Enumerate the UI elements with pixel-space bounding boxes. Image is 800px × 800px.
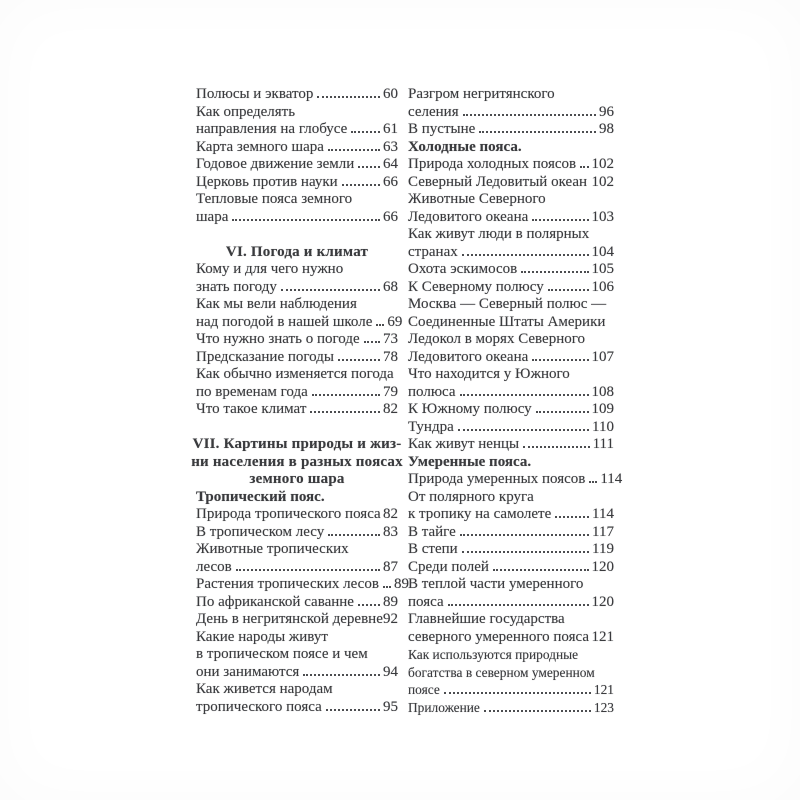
toc-entry [196,664,398,682]
entry-title: Карта земного шара [196,138,324,155]
toc-entry [196,629,398,647]
entry-title: Тундра [408,418,454,435]
toc-entry [408,226,614,244]
dot-leader [462,254,589,256]
entry-title: в тропическом поясе и чем [196,646,368,662]
entry-title: поясе [408,682,440,697]
toc-entry [196,524,398,542]
toc-section-heading [191,453,403,472]
dot-leader [281,289,380,291]
dot-leader [548,289,589,291]
toc-entry [196,366,398,384]
entry-title: Среди полей [408,558,489,575]
entry-title: Главнейшие государства [408,611,565,627]
entry-title: Холодные пояса. [408,138,522,155]
toc-entry [408,559,614,577]
entry-title: В тропическом лесу [196,523,325,540]
entry-title: Москва — Северный полюс — [408,296,607,312]
toc-entry [196,576,409,594]
entry-title: От полярного круга [408,488,534,505]
dot-leader [232,219,380,221]
entry-title: Как живут люди в полярных [408,226,590,242]
toc-entry [408,436,614,454]
toc-entry [196,611,398,629]
dot-leader [523,446,590,448]
entry-title: Как живут ненцы [408,436,520,452]
page-number: 66 [383,208,398,225]
toc-gap [196,419,398,437]
dot-leader [312,394,380,396]
dot-leader [462,551,589,553]
entry-title: Что такое климат [196,401,307,417]
entry-title: Ледовитого океана [408,348,529,365]
page-number: 110 [592,418,614,435]
toc-entry [408,331,614,349]
entry-title: шара [196,208,229,225]
page-number: 89 [383,593,398,610]
dot-leader [364,341,380,343]
page-number: 105 [591,261,614,277]
page-number: 82 [383,506,398,522]
entry-title: Животные Северного [408,191,546,207]
entry-title: Что нужно знать о погоде [196,331,360,347]
page-number: 109 [591,401,614,417]
entry-title: селения [408,103,459,120]
page-number: 83 [383,523,398,540]
toc-entry [408,349,614,367]
entry-title: Как используются природные [408,647,579,662]
entry-title: северного умеренного пояса [408,628,590,645]
toc-entry [408,384,614,402]
entry-title: полюса [408,383,456,400]
page-number: 94 [383,663,398,680]
entry-title: VI. Погода и климат [225,243,369,260]
page-number: 120 [591,558,614,575]
toc-entry [408,594,614,612]
dot-leader [328,149,380,151]
table-of-contents [191,86,623,716]
toc-entry [196,261,398,279]
dot-leader [358,604,380,606]
dot-leader [580,166,588,168]
entry-title: Северный Ледовитый океан [408,173,588,190]
toc-section-heading [192,436,402,454]
entry-title: Тепловые пояса земного [196,191,353,207]
page-number: 111 [592,436,614,452]
toc-entry [408,646,614,664]
toc-entry [408,174,614,192]
entry-title: Как обычно изменяется погода [196,366,394,382]
dot-leader [532,219,588,221]
entry-title: знать погоду [196,278,277,295]
dot-leader [460,534,589,536]
page-number: 73 [383,331,398,347]
entry-title: Какие народы живут [196,628,328,645]
toc-subheading [408,454,614,472]
entry-title: Охота эскимосов [408,261,518,277]
entry-title: пояса [408,593,444,610]
toc-column-left [191,86,409,716]
toc-entry [196,541,398,559]
toc-entry [408,629,614,647]
dot-leader [342,184,380,186]
entry-title: Животные тропических [196,541,349,557]
toc-entry [196,296,398,314]
toc-entry [408,419,614,437]
toc-entry [408,244,614,262]
entry-title: они занимаются [196,663,300,680]
entry-title: К Южному полюсу [408,401,532,417]
entry-title: По африканской саванне [196,593,354,610]
toc-entry [408,209,614,227]
dot-leader [310,411,380,413]
toc-entry [196,86,398,104]
entry-title: Тропический пояс. [196,488,325,505]
toc-entry [408,664,614,682]
entry-title: Как определять [196,103,296,120]
entry-title: богатства в северном умеренном [408,664,595,680]
toc-entry [196,401,398,419]
toc-section-heading [196,471,398,489]
entry-title: Ледовитого океана [408,208,529,225]
entry-title: над погодой в нашей школе [196,313,373,330]
page-number: 104 [591,243,614,260]
toc-column-right [408,86,623,716]
entry-title: Что находится у Южного [408,366,570,382]
toc-entry [196,209,398,227]
entry-title: В тайге [408,523,456,540]
toc-entry [408,366,614,384]
entry-title: Ледокол в морях Северного [408,331,586,347]
entry-title: Полюсы и экватор [196,86,314,102]
toc-entry [196,349,398,367]
toc-entry [408,541,614,559]
dot-leader [460,394,589,396]
dot-leader [376,324,384,326]
entry-title: Как мы вели наблюдения [196,296,357,312]
page-number: 64 [383,156,398,172]
entry-title: Природа умеренных поясов [408,471,586,487]
page-number: 103 [591,208,614,225]
page-number: 82 [383,401,398,417]
page-number: 119 [592,541,614,557]
dot-leader [555,516,589,518]
toc-entry [408,261,614,279]
toc-entry [196,139,398,157]
toc-entry [196,646,398,664]
page-number: 120 [591,593,614,610]
toc-entry [196,594,398,612]
entry-title: земного шара [249,471,345,487]
toc-entry [408,121,614,139]
entry-title: Природа тропического пояса [196,506,381,522]
toc-entry [408,506,614,524]
entry-title: по временам года [196,383,308,400]
toc-entry [408,191,614,209]
page-number: 61 [383,121,398,137]
toc-entry [408,86,614,104]
toc-entry [408,401,614,419]
dot-leader [303,674,380,676]
toc-entry [408,471,623,489]
page-number: 60 [383,86,398,102]
page-number: 117 [592,523,614,540]
page-number: 114 [600,471,623,487]
entry-title: Приложение [408,699,480,715]
toc-entry [196,681,398,699]
entry-title: Годовое движение земли [196,156,355,172]
toc-section-heading [196,244,398,262]
entry-title: направления на глобусе [196,121,348,137]
dot-leader [493,569,589,571]
entry-title: Растения тропических лесов [196,576,379,592]
page-number: 98 [599,121,614,137]
entry-title: к тропику на самолете [408,506,552,522]
toc-entry [196,559,398,577]
page-number: 92 [383,611,398,627]
toc-entry [196,279,398,297]
dot-leader [521,271,588,273]
toc-entry [196,506,398,524]
toc-entry [408,489,614,507]
entry-title: В теплой части умеренного [408,576,584,592]
toc-entry [196,121,398,139]
dot-leader [532,359,588,361]
toc-entry [196,699,398,717]
dot-leader [351,131,380,133]
toc-entry [196,174,398,192]
entry-title: Соединенные Штаты Америки [408,313,606,330]
dot-leader [463,114,596,116]
dot-leader [358,166,380,168]
dot-leader [536,411,589,413]
entry-title: Предсказание погоды [196,348,334,365]
toc-entry [408,296,614,314]
page-number: 107 [591,348,614,365]
entry-title: Церковь против науки [196,173,338,190]
entry-title: тропического пояса [196,698,322,715]
page-number: 102 [591,156,614,172]
entry-title: Природа холодных поясов [408,156,577,172]
toc-entry [196,384,398,402]
entry-title: VII. Картины природы и жиз- [192,436,402,452]
dot-leader [236,569,380,571]
toc-entry [408,699,614,717]
toc-gap [196,226,398,244]
toc-entry [408,279,614,297]
entry-title: В степи [408,541,458,557]
toc-entry [196,156,398,174]
toc-subheading [408,139,614,157]
entry-title: Кому и для чего нужно [196,261,344,277]
toc-entry [408,314,614,332]
dot-leader [589,481,597,483]
page-number: 108 [591,383,614,400]
entry-title: странах [408,243,458,260]
page-number: 63 [383,138,398,155]
toc-entry [408,576,614,594]
toc-entry [196,104,398,122]
page-number: 79 [383,383,398,400]
page-number: 121 [591,628,614,645]
toc-entry [408,104,614,122]
entry-title: Как живется народам [196,681,333,697]
page-number: 102 [591,173,614,190]
page-number: 95 [383,698,398,715]
page-number: 69 [387,313,403,330]
toc-entry [408,611,614,629]
toc-entry [408,524,614,542]
entry-title: Разгром негритянского [408,86,555,102]
entry-title: В пустыне [408,121,476,137]
entry-title: Умеренные пояса. [408,453,532,470]
dot-leader [444,692,591,694]
page-number: 96 [599,103,614,120]
dot-leader [479,131,596,133]
toc-entry [408,681,614,699]
page-number: 114 [592,506,614,522]
dot-leader [458,429,589,431]
page-number: 121 [593,682,614,697]
page-number: 123 [593,699,614,715]
dot-leader [338,359,380,361]
toc-entry [196,191,398,209]
entry-title: лесов [196,558,232,575]
dot-leader [326,709,380,711]
entry-title: ни населения в разных поясах [191,453,403,470]
page-number: 87 [383,558,398,575]
page-number: 89 [393,576,409,592]
entry-title: К Северному полюсу [408,278,544,295]
dot-leader [484,710,591,712]
toc-subheading [196,489,398,507]
page-number: 106 [591,278,614,295]
toc-entry [196,331,398,349]
dot-leader [317,96,380,98]
toc-entry [196,313,403,332]
page-number: 78 [383,348,398,365]
entry-title: День в негритянской деревне [196,611,383,627]
toc-entry [408,156,614,174]
page-number: 66 [383,173,398,190]
page-number: 68 [383,278,398,295]
dot-leader [328,534,380,536]
dot-leader [383,586,391,588]
dot-leader [448,604,589,606]
